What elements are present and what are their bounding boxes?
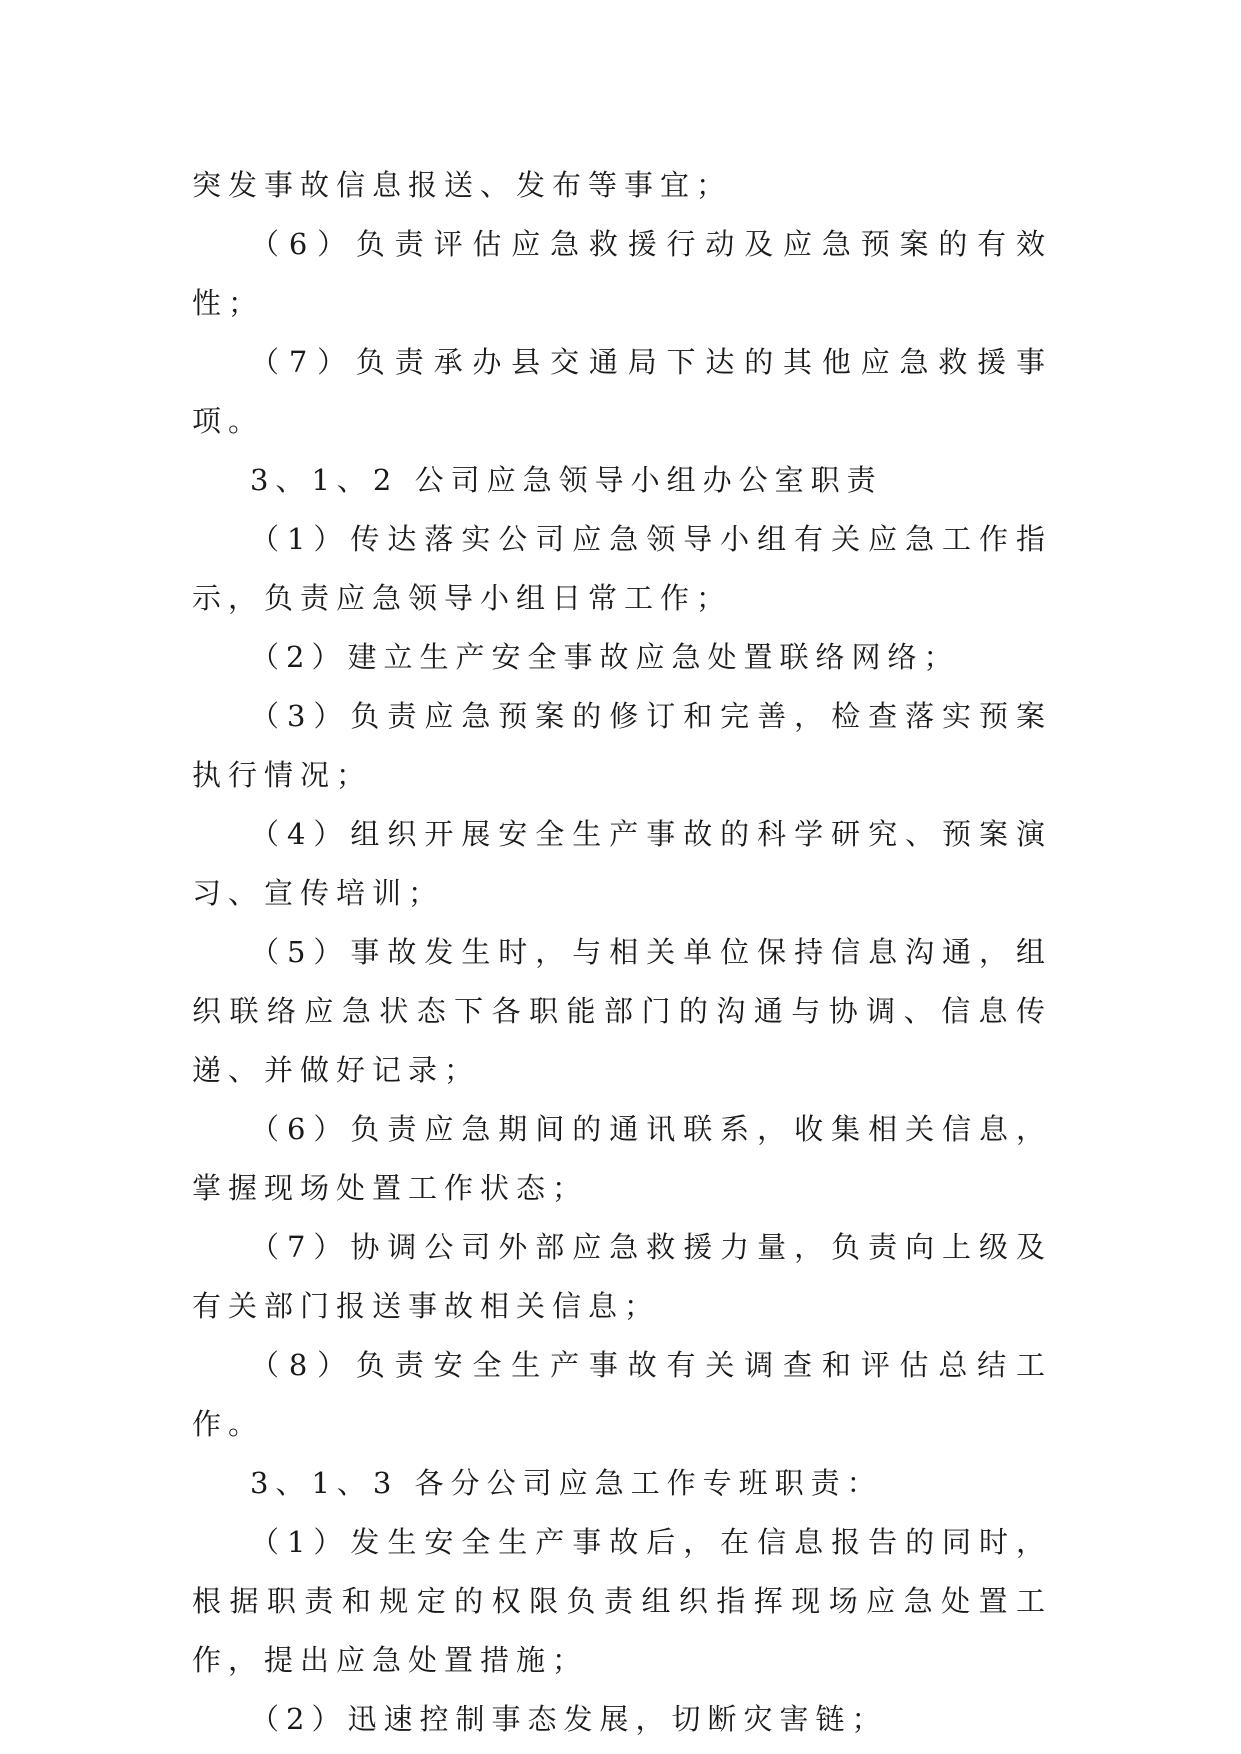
paragraph-office-item-5: （5）事故发生时，与相关单位保持信息沟通，组织联络应急状态下各职能部门的沟通与协调、信息传递、并做好记录； [192,935,1052,1087]
paragraph-item-6: （6）负责评估应急救援行动及应急预案的有效性； [192,227,1052,320]
paragraph-branch-item-2: （2）迅速控制事态发展，切断灾害链； [250,1702,888,1736]
paragraph-office-item-7: （7）协调公司外部应急救援力量，负责向上级及有关部门报送事故相关信息； [192,1230,1052,1323]
paragraph-continuation: 突发事故信息报送、发布等事宜； [192,168,733,202]
section-heading-3-1-2: 3、1、2 公司应急领导小组办公室职责 [250,463,883,497]
paragraph-office-item-2: （2）建立生产安全事故应急处置联络网络； [250,640,960,674]
paragraph-office-item-4: （4）组织开展安全生产事故的科学研究、预案演习、宣传培训； [192,817,1052,910]
paragraph-office-item-8: （8）负责安全生产事故有关调查和评估总结工作。 [192,1348,1052,1441]
paragraph-office-item-6: （6）负责应急期间的通讯联系，收集相关信息，掌握现场处置工作状态； [192,1112,1052,1205]
paragraph-branch-item-1: （1）发生安全生产事故后，在信息报告的同时，根据职责和规定的权限负责组织指挥现场应急处置工作，提出应急处置措施； [192,1525,1052,1677]
document-body [192,156,1052,1749]
paragraph-office-item-1: （1）传达落实公司应急领导小组有关应急工作指示，负责应急领导小组日常工作； [192,522,1052,615]
section-heading-3-1-3: 3、1、3 各分公司应急工作专班职责： [250,1466,883,1500]
paragraph-item-7: （7）负责承办县交通局下达的其他应急救援事项。 [192,345,1052,438]
paragraph-office-item-3: （3）负责应急预案的修订和完善，检查落实预案执行情况； [192,699,1052,792]
